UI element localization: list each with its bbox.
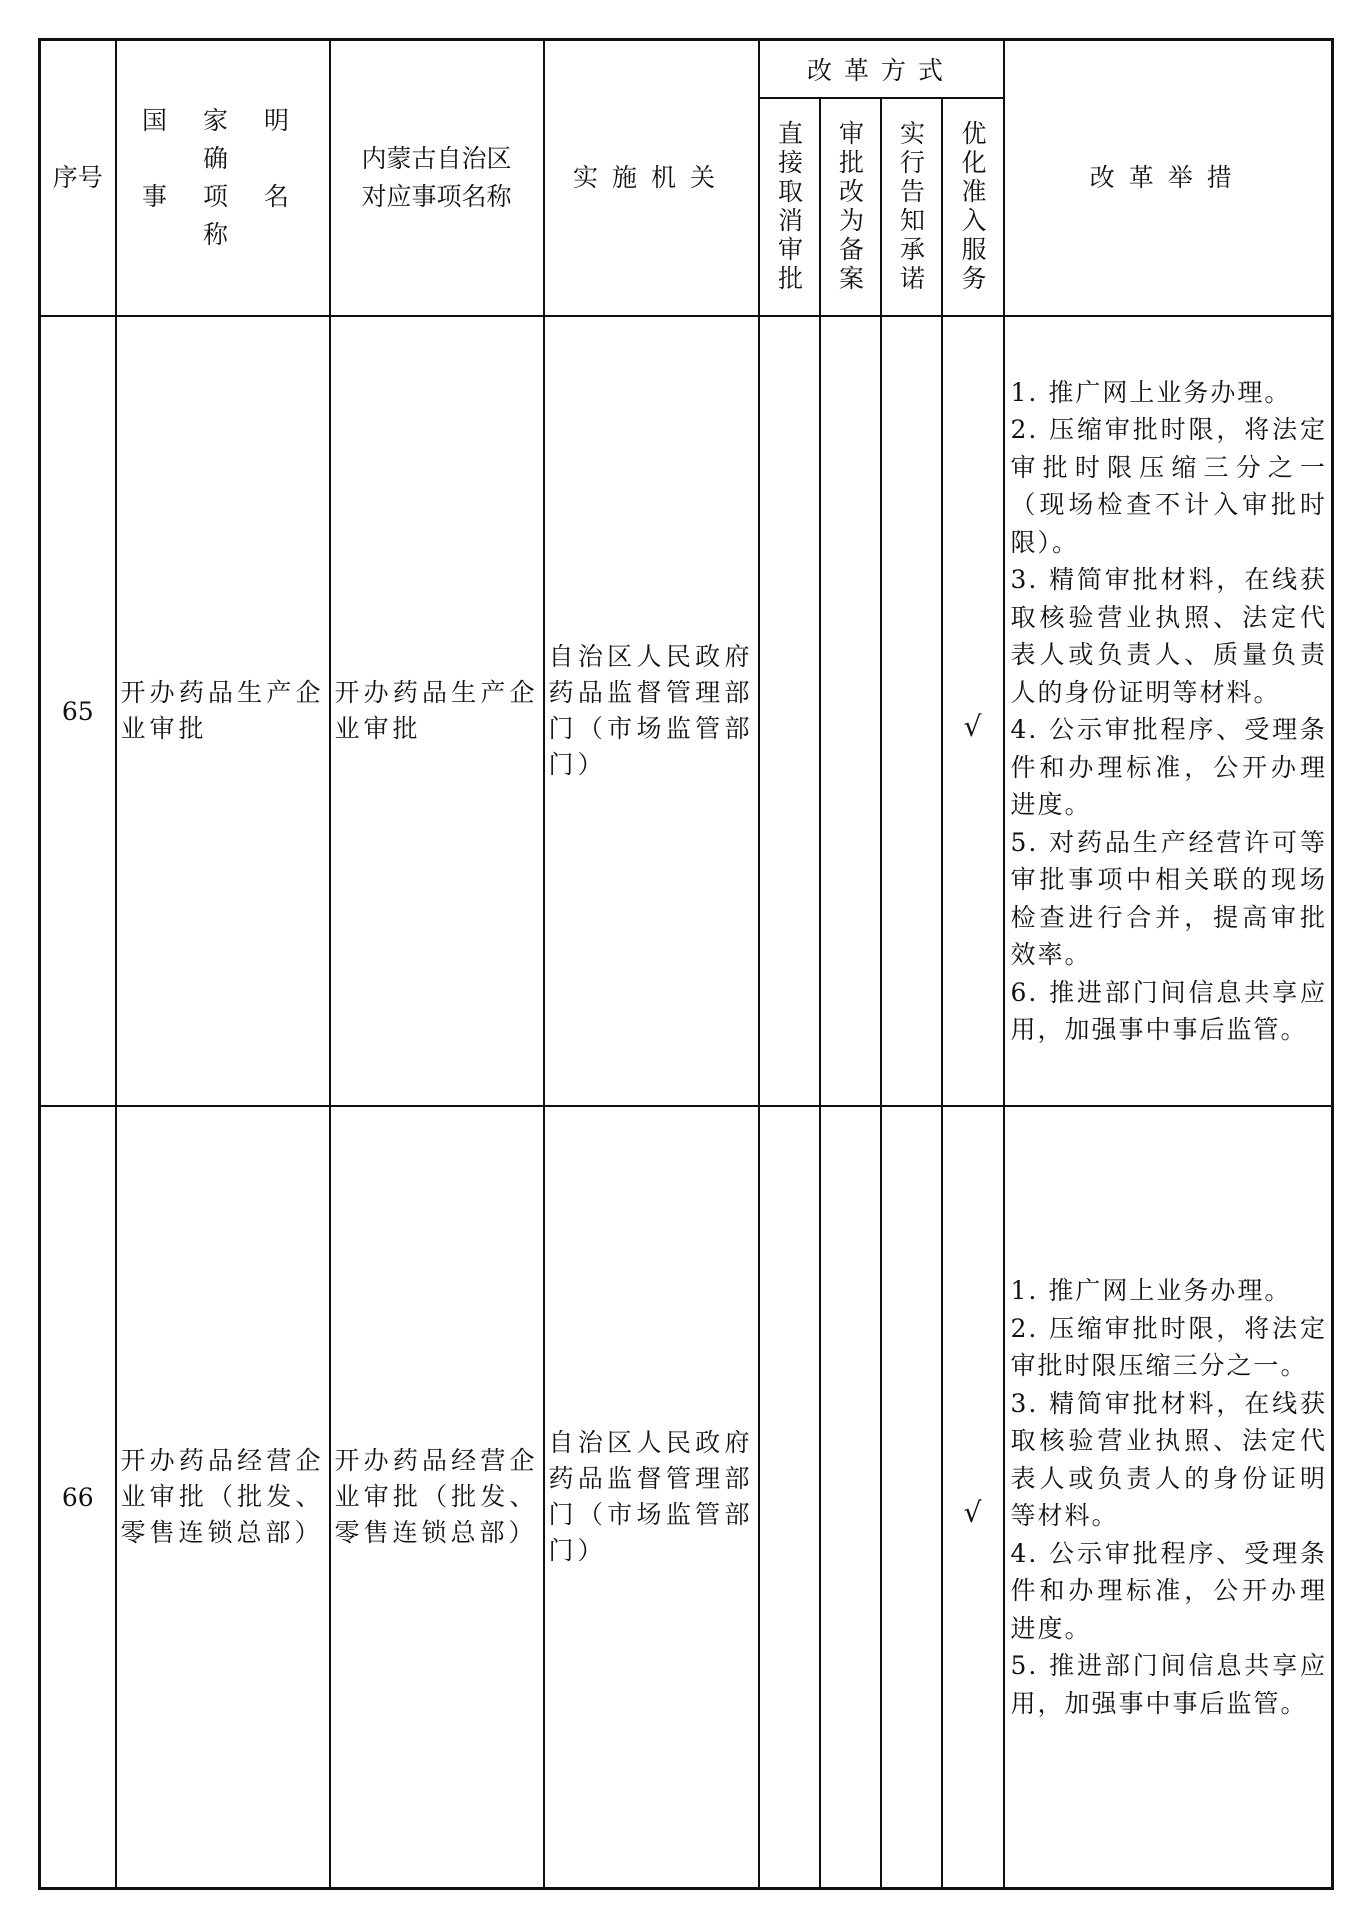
header-national-name-line1: 国 家 明 确	[142, 106, 303, 173]
row-mode-cancel	[759, 316, 820, 1106]
row-seq: 66	[40, 1106, 116, 1889]
measure-item: 3. 精简审批材料，在线获取核验营业执照、法定代表人或负责人、质量负责人的身份证明等材料。	[1010, 565, 1328, 707]
measure-item: 5. 推进部门间信息共享应用，加强事中事后监管。	[1010, 1651, 1328, 1718]
row-measures	[1004, 1106, 1333, 1889]
row-mode-notify	[881, 1106, 942, 1889]
measure-item: 1. 推广网上业务办理。	[1010, 377, 1292, 407]
header-mode-optimize: 优化准入服务	[942, 98, 1004, 316]
row-national-name: 开办药品经营企业审批（批发、零售连锁总部）	[116, 1106, 330, 1889]
measure-item: 4. 公示审批程序、受理条件和办理标准，公开办理进度。	[1010, 715, 1328, 819]
measure-item: 4. 公示审批程序、受理条件和办理标准，公开办理进度。	[1010, 1538, 1328, 1643]
row-agency: 自治区人民政府药品监督管理部门（市场监管部门）	[544, 316, 759, 1106]
header-seq: 序号	[40, 40, 116, 317]
header-measures: 改革举措	[1004, 40, 1333, 317]
measure-item: 6. 推进部门间信息共享应用，加强事中事后监管。	[1010, 977, 1328, 1044]
measure-item: 5. 对药品生产经营许可等审批事项中相关联的现场检查进行合并，提高审批效率。	[1010, 827, 1328, 969]
document-page	[38, 38, 1331, 1890]
row-regional-name: 开办药品生产企业审批	[330, 316, 544, 1106]
row-mode-optimize-check: √	[942, 1106, 1004, 1889]
row-mode-filing	[820, 1106, 881, 1889]
header-regional-name	[330, 40, 544, 317]
reform-table	[38, 38, 1334, 1890]
row-mode-optimize-check: √	[942, 316, 1004, 1106]
header-mode-filing: 审批改为备案	[820, 98, 881, 316]
header-mode-notify: 实行告知承诺	[881, 98, 942, 316]
row-regional-name: 开办药品经营企业审批（批发、零售连锁总部）	[330, 1106, 544, 1889]
row-seq: 65	[40, 316, 116, 1106]
row-mode-filing	[820, 316, 881, 1106]
header-agency: 实施机关	[544, 40, 759, 317]
header-regional-name-line1: 内蒙古自治区	[361, 144, 512, 173]
measure-item: 2. 压缩审批时限，将法定审批时限压缩三分之一。	[1010, 1313, 1328, 1380]
header-regional-name-line2: 对应事项名称	[361, 182, 512, 211]
row-measures	[1004, 316, 1333, 1106]
row-agency: 自治区人民政府药品监督管理部门（市场监管部门）	[544, 1106, 759, 1889]
measure-item: 2. 压缩审批时限，将法定审批时限压缩三分之一（现场检查不计入审批时限）。	[1010, 415, 1328, 557]
header-national-name-line2: 事 项 名 称	[142, 182, 303, 249]
header-national-name	[116, 40, 330, 317]
row-mode-cancel	[759, 1106, 820, 1889]
table-row	[40, 1106, 1333, 1889]
header-reform-mode: 改革方式	[759, 40, 1004, 99]
measure-item: 3. 精简审批材料，在线获取核验营业执照、法定代表人或负责人的身份证明等材料。	[1010, 1388, 1328, 1530]
row-mode-notify	[881, 316, 942, 1106]
measure-item: 1. 推广网上业务办理。	[1010, 1276, 1292, 1305]
row-national-name: 开办药品生产企业审批	[116, 316, 330, 1106]
table-row	[40, 316, 1333, 1106]
header-mode-cancel: 直接取消审批	[759, 98, 820, 316]
